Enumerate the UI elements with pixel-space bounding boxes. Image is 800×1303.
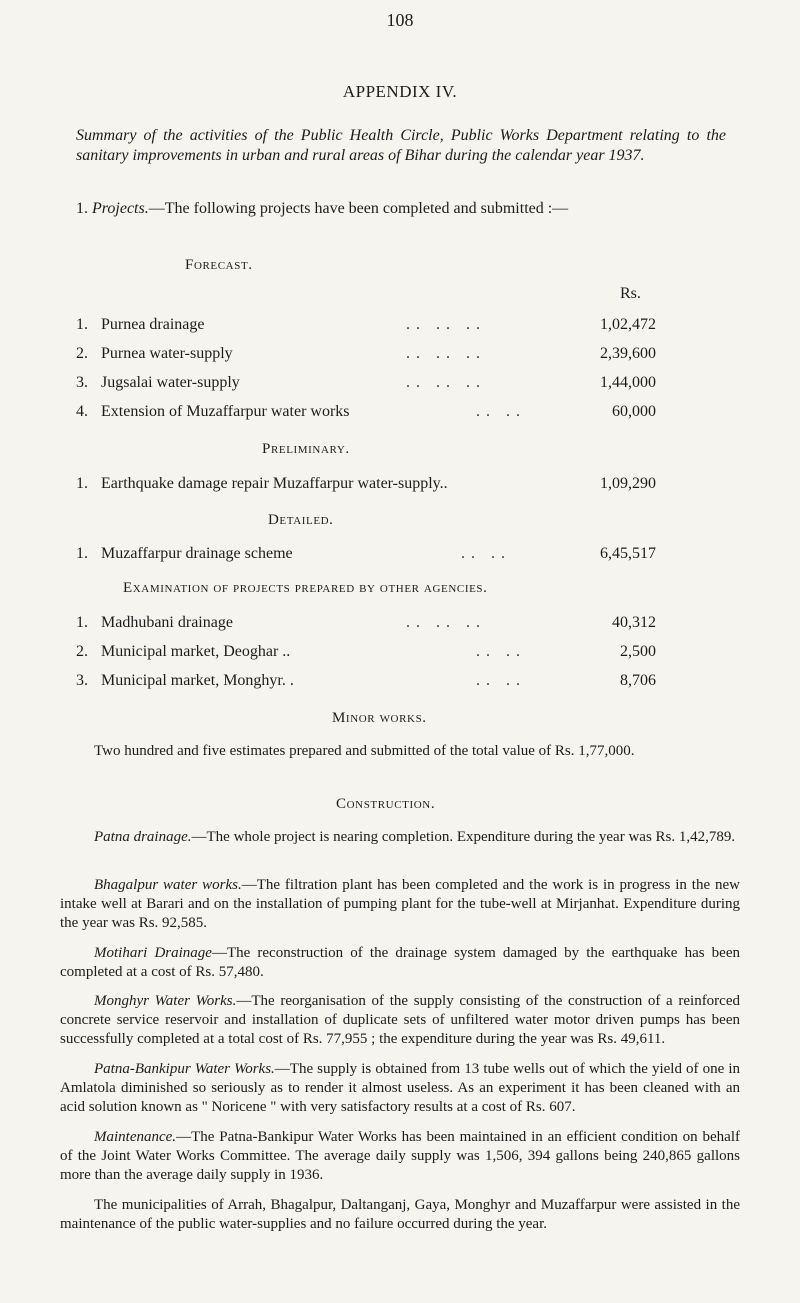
paragraph-text: The municipalities of Arrah, Bhagalpur, Daltanganj, Gaya, Monghyr and Muzaffarpur were assisted in the maintenance of the public water-supplies and no failure occurred during the year. — [60, 1197, 740, 1232]
row-leader-dots: .. .. .. — [406, 316, 486, 333]
forecast-row — [76, 374, 656, 396]
row-name: Muzaffarpur drainage scheme — [101, 545, 293, 562]
construction-paragraph — [60, 944, 740, 982]
row-leader-dots: .. .. — [476, 672, 526, 689]
row-name: Municipal market, Monghyr. . — [101, 672, 294, 689]
minor-works-heading: Minor works. — [332, 710, 427, 726]
construction-heading: Construction. — [336, 796, 436, 812]
paragraph-text: —The whole project is nearing completion. Expenditure during the year was Rs. 1,42,789. — [191, 829, 736, 845]
row-leader-dots: .. .. — [476, 403, 526, 420]
row-value: 1,09,290 — [600, 475, 656, 492]
row-name: Purnea drainage — [101, 316, 205, 333]
paragraph-lead: Monghyr Water Works. — [94, 993, 237, 1009]
row-name: Extension of Muzaffarpur water works — [101, 403, 350, 420]
row-leader-dots: .. .. .. — [406, 345, 486, 362]
paragraph-lead: Motihari Drainage — [94, 945, 212, 961]
paragraph-text: —The reorganisation of the supply consisting of the construction of a reinforced concrete service reservoir and installation of duplicate sets of unfiltered water motor driven pumps has been successfully completed at a total cost of Rs. 77,955 ; the expenditure during the year was Rs. 49,611. — [60, 993, 740, 1047]
row-number: 3. — [76, 672, 88, 689]
row-number: 4. — [76, 403, 88, 420]
forecast-row — [76, 316, 656, 338]
preliminary-heading: Preliminary. — [262, 441, 350, 457]
page-number: 108 — [386, 10, 414, 30]
construction-paragraph — [60, 876, 740, 933]
paragraph-lead: Patna drainage. — [94, 829, 192, 845]
row-name: Jugsalai water-supply — [101, 374, 240, 391]
row-value: 1,44,000 — [600, 374, 656, 391]
paragraph-text: —The filtration plant has been completed and the work is in progress in the new intake well at Barari and on the installation of pumping plant for the tube-well at Mirjanhat. Expenditure during the year was Rs. 92,585. — [60, 877, 740, 931]
row-name: Municipal market, Deoghar .. — [101, 643, 291, 660]
row-name: Madhubani drainage — [101, 614, 233, 631]
forecast-row — [76, 403, 656, 425]
row-value: 8,706 — [620, 672, 656, 689]
row-value: 2,500 — [620, 643, 656, 660]
intro-number: 1. — [76, 200, 88, 217]
row-value: 6,45,517 — [600, 545, 656, 562]
row-value: 1,02,472 — [600, 316, 656, 333]
row-name: Purnea water-supply — [101, 345, 233, 362]
row-number: 3. — [76, 374, 88, 391]
construction-paragraph — [60, 828, 740, 847]
paragraph-text: —The Patna-Bankipur Water Works has been maintained in an efficient condition on behalf of the Joint Water Works Committee. The average daily supply was 1,506, 394 gallons being 240,865 gallons more than the average daily supply in 1936. — [60, 1129, 740, 1183]
row-leader-dots: .. .. .. — [406, 614, 486, 631]
row-value: 60,000 — [612, 403, 656, 420]
forecast-row — [76, 345, 656, 367]
examination-row — [76, 643, 656, 665]
row-number: 1. — [76, 316, 88, 333]
row-number: 2. — [76, 643, 88, 660]
preliminary-row — [76, 475, 656, 497]
detailed-heading: Detailed. — [268, 512, 334, 528]
paragraph-lead: Patna-Bankipur Water Works. — [94, 1061, 275, 1077]
detailed-row — [76, 545, 656, 567]
row-number: 1. — [76, 614, 88, 631]
construction-paragraph — [60, 1128, 740, 1185]
row-value: 40,312 — [612, 614, 656, 631]
row-number: 1. — [76, 475, 88, 492]
appendix-title: APPENDIX IV. — [342, 82, 458, 101]
construction-paragraph — [60, 992, 740, 1049]
row-leader-dots: .. .. .. — [406, 374, 486, 391]
row-number: 1. — [76, 545, 88, 562]
paragraph-text: —The reconstruction of the drainage system damaged by the earthquake has been completed at a cost of Rs. 57,480. — [60, 945, 740, 980]
row-value: 2,39,600 — [600, 345, 656, 362]
intro-line — [76, 200, 726, 218]
row-name: Earthquake damage repair Muzaffarpur water-supply.. — [101, 475, 448, 492]
row-number: 2. — [76, 345, 88, 362]
examination-row — [76, 672, 656, 694]
row-leader-dots: .. .. — [476, 643, 526, 660]
row-leader-dots: .. .. — [461, 545, 511, 562]
construction-paragraph — [60, 1196, 740, 1234]
construction-paragraph — [60, 1060, 740, 1117]
summary-title: Summary of the activities of the Public Health Circle, Public Works Department relating to the sanitary improvements in urban and rural areas of Bihar during the calendar year 1937. — [76, 127, 726, 164]
minor-works-text: Two hundred and five estimates prepared and submitted of the total value of Rs. 1,77,000. — [94, 743, 635, 759]
paragraph-lead: Bhagalpur water works. — [94, 877, 242, 893]
examination-row — [76, 614, 656, 636]
paragraph-lead: Maintenance. — [94, 1129, 177, 1145]
examination-heading: Examination of projects prepared by other agencies. — [123, 580, 488, 596]
currency-label: Rs. — [620, 285, 641, 302]
intro-text: —The following projects have been completed and submitted :— — [148, 200, 569, 217]
intro-label: Projects. — [92, 200, 149, 217]
forecast-heading: Forecast. — [185, 257, 253, 273]
paragraph-text: —The supply is obtained from 13 tube wells out of which the yield of one in Amlatola diminished so seriously as to render it almost useless. As an experiment it has been cleaned with an acid solution known as " Noricene " with very satisfactory results at a cost of Rs. 607. — [60, 1061, 740, 1115]
